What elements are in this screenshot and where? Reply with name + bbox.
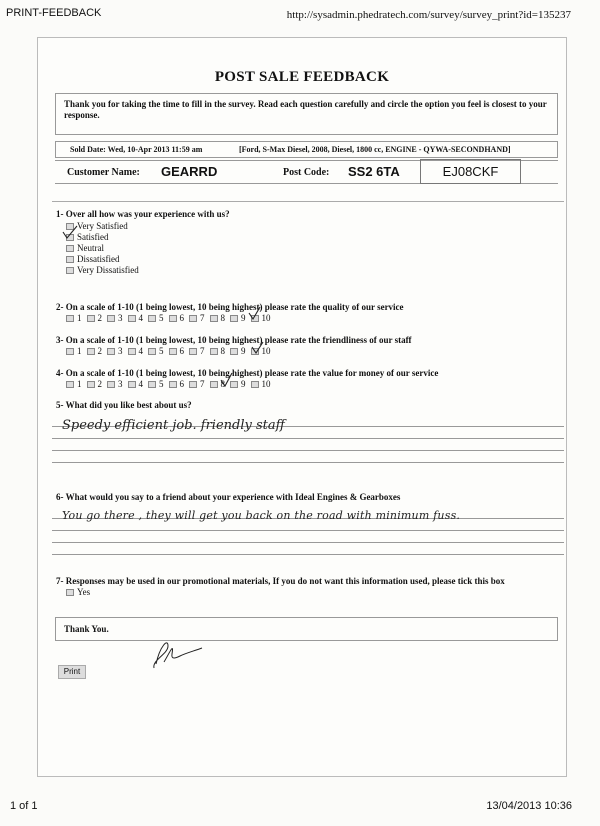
checkbox-icon bbox=[66, 589, 74, 596]
print-button[interactable]: Print bbox=[58, 665, 86, 679]
checkbox-icon bbox=[66, 315, 74, 322]
q4-scale-label: 8 bbox=[220, 379, 225, 389]
q4-scale-label: 5 bbox=[159, 379, 164, 389]
sale-details-row bbox=[55, 141, 558, 158]
checkbox-icon bbox=[210, 315, 218, 322]
q2-scale-label: 8 bbox=[220, 313, 225, 323]
q5-question: 5- What did you like best about us? bbox=[56, 400, 192, 410]
q2-scale-label: 5 bbox=[159, 313, 164, 323]
checkbox-icon bbox=[66, 381, 74, 388]
q3-scale-option[interactable] bbox=[128, 346, 144, 356]
q2-scale-option[interactable] bbox=[230, 313, 246, 323]
checkbox-icon bbox=[148, 348, 156, 355]
q3-scale-option[interactable] bbox=[169, 346, 185, 356]
q1-option[interactable] bbox=[66, 243, 139, 254]
q2-scale-option[interactable] bbox=[66, 313, 82, 323]
q5-handwritten-answer: Speedy efficient job. friendly staff bbox=[62, 418, 285, 433]
q2-tick-mark-icon bbox=[248, 306, 262, 322]
q3-scale-label: 7 bbox=[200, 346, 205, 356]
q6-handwritten-answer: You go there , they will get you back on the road with minimum fuss. bbox=[62, 509, 461, 522]
q3-scale-label: 10 bbox=[261, 346, 271, 356]
form-title: POST SALE FEEDBACK bbox=[214, 69, 390, 85]
q2-scale-option[interactable] bbox=[87, 313, 103, 323]
q3-scale bbox=[66, 346, 276, 356]
checkbox-icon bbox=[189, 381, 197, 388]
q2-scale-option[interactable] bbox=[128, 313, 144, 323]
checkbox-icon bbox=[107, 381, 115, 388]
q2-scale-label: 2 bbox=[97, 313, 102, 323]
q2-scale-option[interactable] bbox=[189, 313, 205, 323]
q2-scale-label: 1 bbox=[77, 313, 82, 323]
q3-scale-option[interactable] bbox=[210, 346, 226, 356]
q3-scale-label: 8 bbox=[220, 346, 225, 356]
q3-scale-option[interactable] bbox=[189, 346, 205, 356]
q4-scale-option[interactable] bbox=[128, 379, 144, 389]
thank-you-box bbox=[55, 617, 558, 641]
q3-scale-option[interactable] bbox=[107, 346, 123, 356]
q2-scale-label: 9 bbox=[241, 313, 246, 323]
header-url: http://sysadmin.phedratech.com/survey/survey_print?id=135237 bbox=[286, 9, 571, 21]
signature-icon bbox=[146, 634, 206, 674]
q4-scale-label: 7 bbox=[200, 379, 205, 389]
q2-scale bbox=[66, 313, 276, 323]
checkbox-icon bbox=[128, 381, 136, 388]
checkbox-icon bbox=[169, 315, 177, 322]
q3-scale-label: 2 bbox=[97, 346, 102, 356]
postcode-value: SS2 6TA bbox=[348, 164, 400, 179]
q4-scale-option[interactable] bbox=[87, 379, 103, 389]
q3-scale-label: 5 bbox=[159, 346, 164, 356]
checkbox-icon bbox=[66, 256, 74, 263]
q1-option[interactable] bbox=[66, 265, 139, 276]
q4-scale-option[interactable] bbox=[107, 379, 123, 389]
checkbox-icon bbox=[87, 381, 95, 388]
q4-scale-label: 2 bbox=[97, 379, 102, 389]
q2-scale-label: 7 bbox=[200, 313, 205, 323]
q4-tick-mark-icon bbox=[220, 372, 234, 388]
q4-scale-label: 6 bbox=[179, 379, 184, 389]
checkbox-icon bbox=[148, 315, 156, 322]
checkbox-icon bbox=[107, 348, 115, 355]
q1-option-label: Dissatisfied bbox=[77, 254, 120, 264]
checkbox-icon bbox=[66, 348, 74, 355]
checkbox-icon bbox=[210, 381, 218, 388]
header-left: PRINT-FEEDBACK bbox=[6, 7, 102, 19]
q3-scale-option[interactable] bbox=[230, 346, 246, 356]
q4-scale-label: 1 bbox=[77, 379, 82, 389]
q4-scale bbox=[66, 379, 276, 389]
q3-scale-label: 1 bbox=[77, 346, 82, 356]
q4-question: 4- On a scale of 1-10 (1 being lowest, 10 being highest) please rate the value for money of our service bbox=[56, 368, 439, 378]
checkbox-icon bbox=[128, 348, 136, 355]
q2-scale-label: 4 bbox=[138, 313, 143, 323]
q4-scale-option[interactable] bbox=[189, 379, 205, 389]
checkbox-icon bbox=[169, 348, 177, 355]
q4-scale-option[interactable] bbox=[251, 379, 271, 389]
q4-scale-label: 10 bbox=[261, 379, 271, 389]
footer-timestamp: 13/04/2013 10:36 bbox=[486, 800, 572, 812]
q4-scale-option[interactable] bbox=[148, 379, 164, 389]
registration-box: EJ08CKF bbox=[420, 159, 521, 184]
q3-scale-label: 6 bbox=[179, 346, 184, 356]
q7-option-label: Yes bbox=[77, 587, 91, 597]
q4-scale-label: 4 bbox=[138, 379, 143, 389]
divider bbox=[52, 201, 564, 202]
q7-question: 7- Responses may be used in our promotional materials, If you do not want this information used, please tick this box bbox=[56, 576, 505, 586]
vehicle-details: [Ford, S-Max Diesel, 2008, Diesel, 1800 cc, ENGINE - QYWA-SECONDHAND] bbox=[239, 145, 511, 154]
intro-box bbox=[55, 93, 558, 135]
q4-scale-option[interactable] bbox=[66, 379, 82, 389]
checkbox-icon bbox=[87, 315, 95, 322]
q1-tick-mark-icon bbox=[61, 224, 79, 240]
q3-scale-option[interactable] bbox=[66, 346, 82, 356]
checkbox-icon bbox=[189, 315, 197, 322]
checkbox-icon bbox=[148, 381, 156, 388]
q3-scale-label: 3 bbox=[118, 346, 123, 356]
q3-scale-option[interactable] bbox=[148, 346, 164, 356]
q2-scale-option[interactable] bbox=[107, 313, 123, 323]
q3-tick-mark-icon bbox=[251, 341, 265, 355]
q3-scale-label: 9 bbox=[241, 346, 246, 356]
feedback-form bbox=[37, 37, 567, 777]
q3-scale-option[interactable] bbox=[87, 346, 103, 356]
q7-options bbox=[66, 587, 90, 598]
checkbox-icon bbox=[66, 267, 74, 274]
checkbox-icon bbox=[251, 381, 259, 388]
q2-scale-option[interactable] bbox=[148, 313, 164, 323]
q2-scale-option[interactable] bbox=[210, 313, 226, 323]
q2-question: 2- On a scale of 1-10 (1 being lowest, 10 being highest) please rate the quality of our service bbox=[56, 302, 404, 312]
q4-scale-option[interactable] bbox=[169, 379, 185, 389]
checkbox-icon bbox=[230, 348, 238, 355]
checkbox-icon bbox=[128, 315, 136, 322]
q3-question: 3- On a scale of 1-10 (1 being lowest, 10 being highest) please rate the friendliness of our staff bbox=[56, 335, 412, 345]
q1-option-label: Very Satisfied bbox=[77, 221, 128, 231]
checkbox-icon bbox=[189, 348, 197, 355]
q1-option[interactable] bbox=[66, 254, 139, 265]
checkbox-icon bbox=[107, 315, 115, 322]
footer-page-count: 1 of 1 bbox=[10, 800, 38, 812]
checkbox-icon bbox=[87, 348, 95, 355]
q1-option-label: Satisfied bbox=[77, 232, 109, 242]
checkbox-icon bbox=[210, 348, 218, 355]
q6-question: 6- What would you say to a friend about your experience with Ideal Engines & Gearboxes bbox=[56, 492, 401, 502]
q3-scale-label: 4 bbox=[138, 346, 143, 356]
q2-scale-label: 3 bbox=[118, 313, 123, 323]
sold-date: Sold Date: Wed, 10-Apr 2013 11:59 am bbox=[70, 145, 203, 154]
checkbox-icon bbox=[66, 245, 74, 252]
q2-scale-option[interactable] bbox=[169, 313, 185, 323]
q1-option-label: Very Dissatisfied bbox=[77, 265, 139, 275]
q2-scale-label: 10 bbox=[261, 313, 271, 323]
checkbox-icon bbox=[230, 315, 238, 322]
customer-name-label: Customer Name: bbox=[67, 167, 140, 178]
intro-text: Thank you for taking the time to fill in the survey. Read each question carefully and circle the option you feel is closest to your response. bbox=[64, 99, 547, 120]
q2-scale-label: 6 bbox=[179, 313, 184, 323]
q1-question: 1- Over all how was your experience with us? bbox=[56, 209, 230, 219]
thank-you-text: Thank You. bbox=[64, 624, 109, 634]
postcode-label: Post Code: bbox=[283, 167, 330, 178]
checkbox-icon bbox=[169, 381, 177, 388]
customer-name-value: GEARRD bbox=[161, 164, 218, 179]
q7-option[interactable] bbox=[66, 587, 90, 598]
q4-scale-label: 9 bbox=[241, 379, 246, 389]
q4-scale-label: 3 bbox=[118, 379, 123, 389]
q1-option-label: Neutral bbox=[77, 243, 104, 253]
